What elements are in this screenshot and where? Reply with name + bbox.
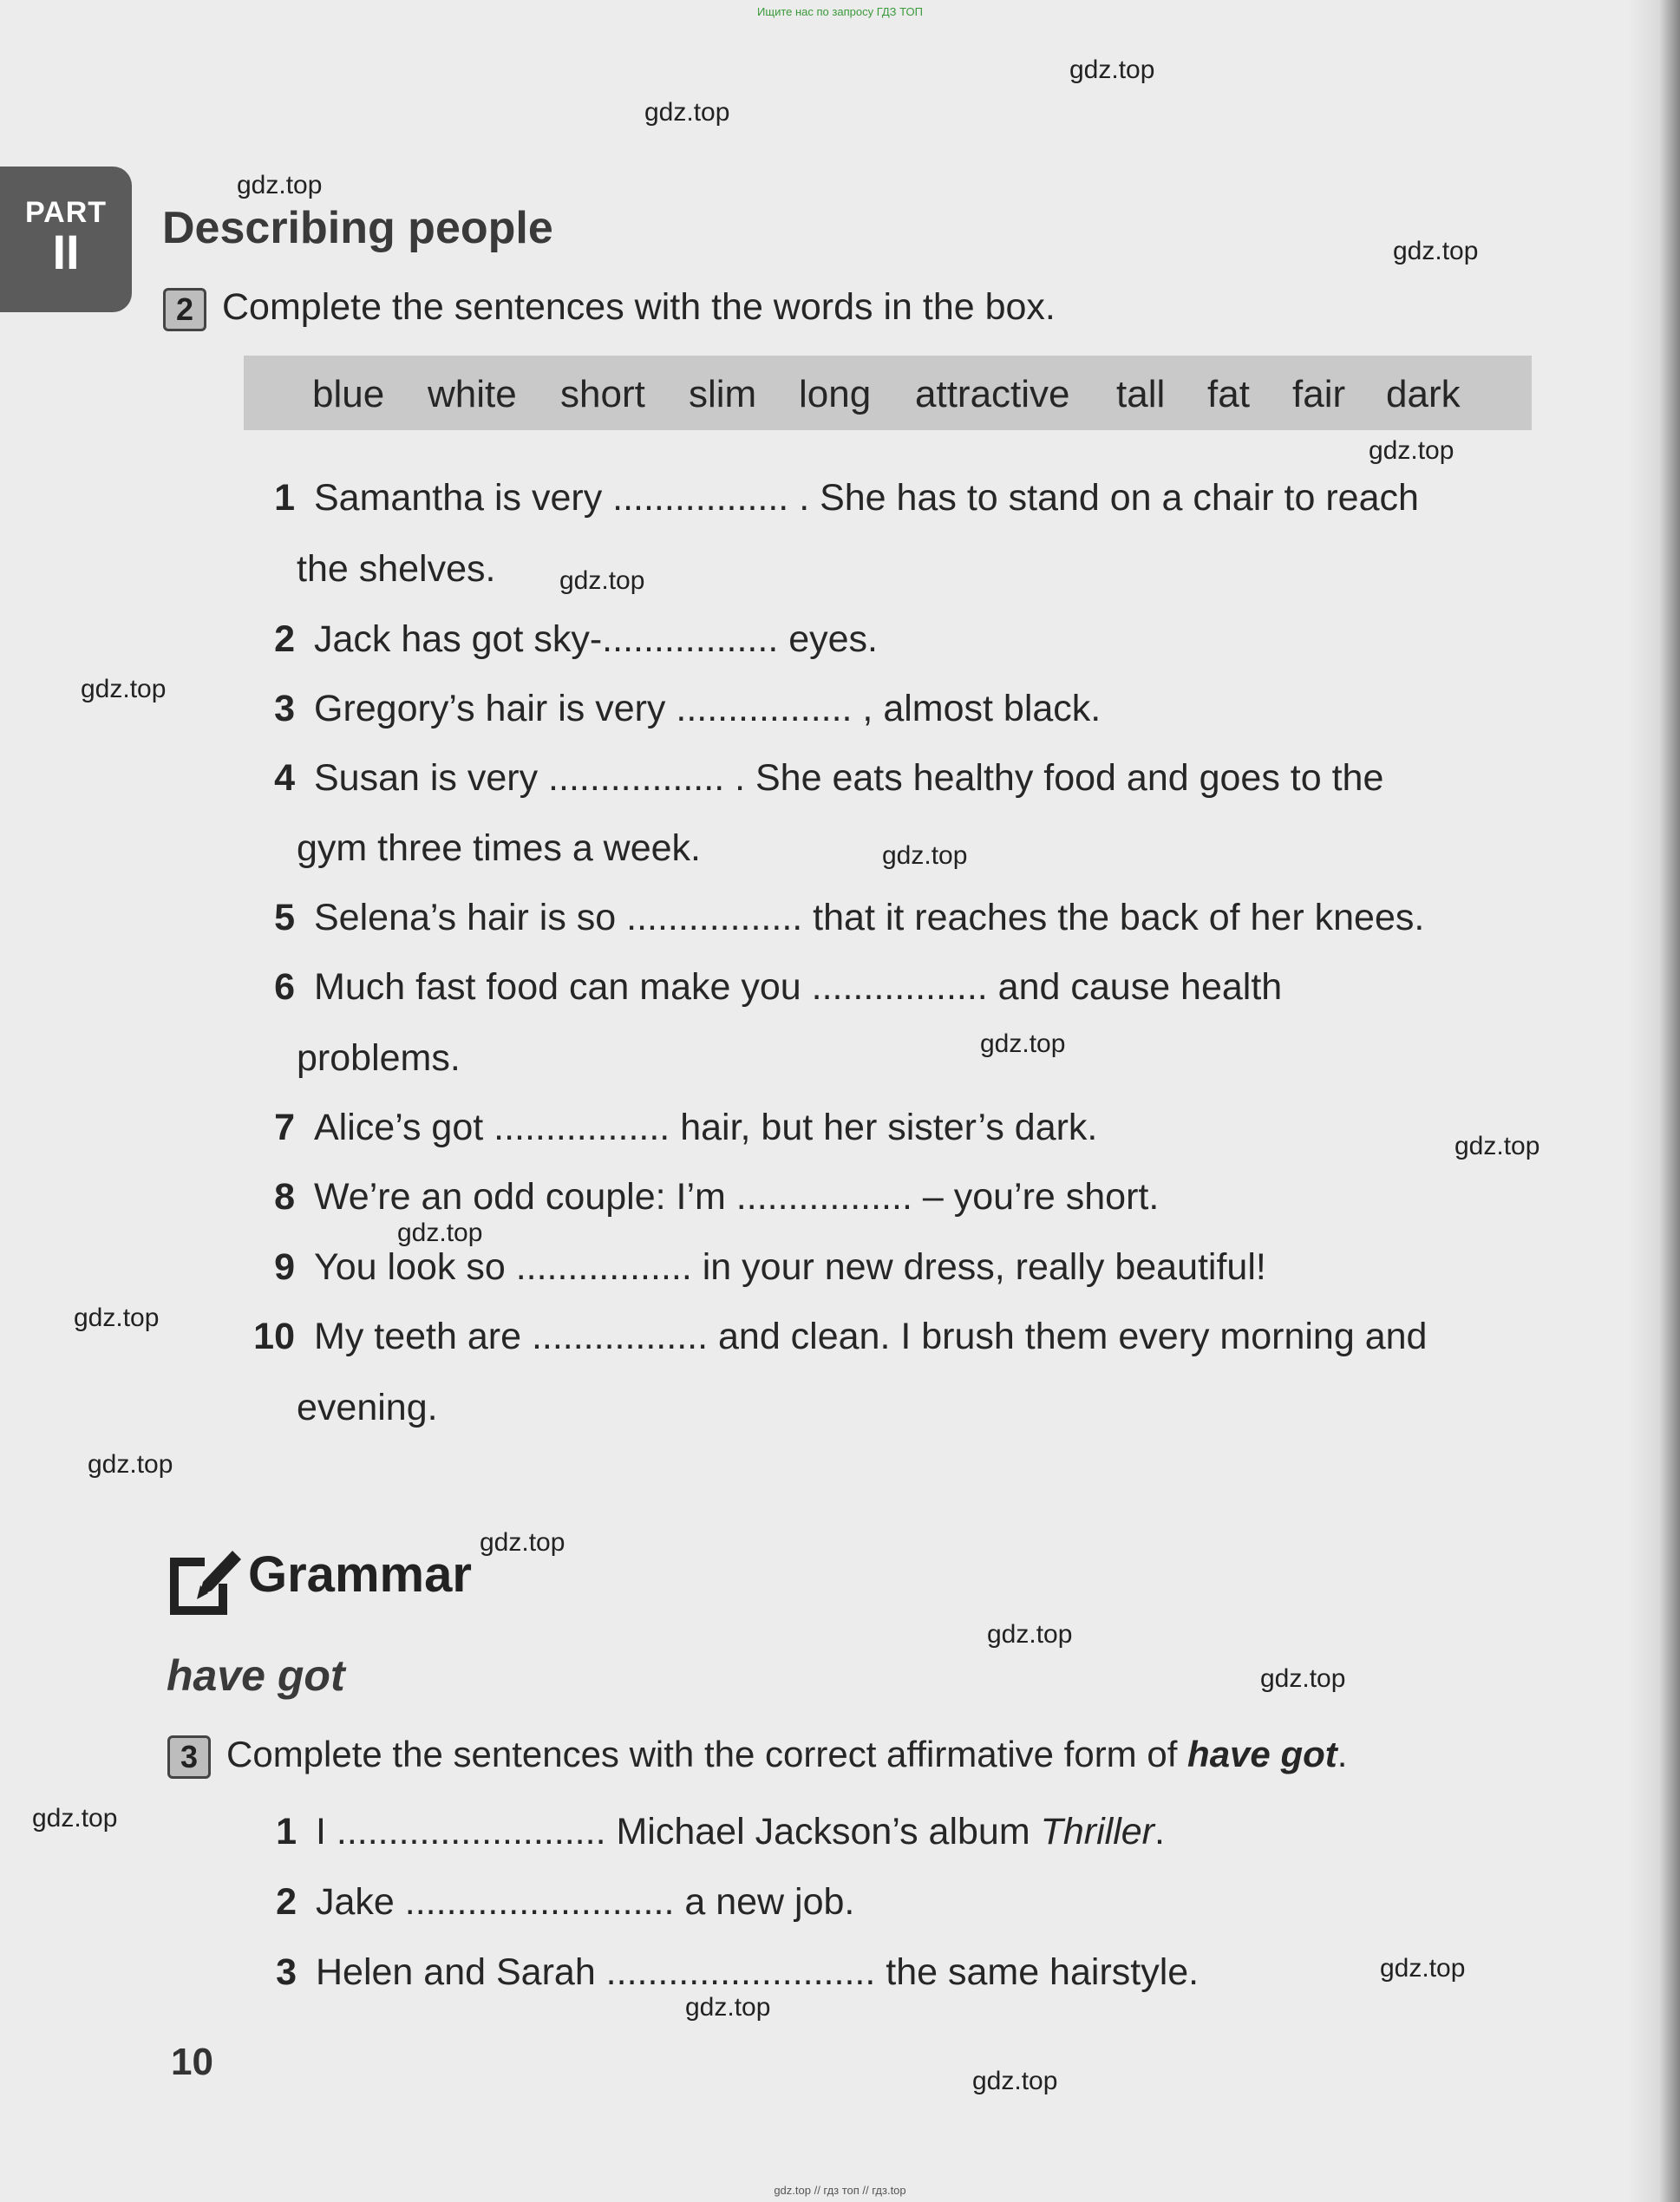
pencil-edit-icon — [165, 1544, 243, 1617]
page-number: 10 — [171, 2041, 213, 2083]
item-text: Jack has got sky-................. eyes. — [314, 618, 878, 660]
word-box-item: long — [799, 373, 872, 415]
word-box-item: tall — [1116, 373, 1166, 415]
word-box-item: dark — [1386, 373, 1461, 415]
watermark: gdz.top — [882, 841, 968, 870]
watermark: gdz.top — [1393, 237, 1479, 265]
watermark: gdz.top — [480, 1528, 565, 1557]
word-box-item: fat — [1207, 373, 1250, 415]
item-number: 3 — [274, 688, 295, 729]
item-text: I .......................... Michael Jackson’s album — [316, 1811, 1041, 1852]
watermark: gdz.top — [1454, 1132, 1540, 1160]
item-continuation: problems. — [297, 1037, 461, 1079]
sentence-item — [243, 477, 1561, 519]
item-number: 1 — [274, 477, 295, 519]
word-box-item: slim — [689, 373, 757, 415]
item-continuation: gym three times a week. — [297, 827, 702, 869]
bottom-note: gdz.top // гдз топ // гдз.top — [774, 2184, 906, 2197]
sentence-item — [243, 618, 1561, 660]
subheading: have got — [167, 1651, 345, 1700]
watermark: gdz.top — [397, 1219, 483, 1247]
instruction-text: Complete the sentences with the words in the box. — [222, 286, 1056, 328]
watermark: gdz.top — [685, 1993, 771, 2022]
sentence-item — [243, 757, 1561, 799]
watermark: gdz.top — [1260, 1664, 1346, 1693]
item-continuation: the shelves. — [297, 548, 496, 590]
watermark: gdz.top — [32, 1804, 118, 1833]
item-number: 4 — [274, 757, 295, 799]
item-end: . — [1154, 1811, 1165, 1852]
exercise-number-badge: 2 — [163, 288, 206, 331]
item-text: Selena’s hair is so ................. that it reaches the back of her knees. — [314, 897, 1425, 938]
item-number: 2 — [276, 1881, 297, 1923]
watermark: gdz.top — [1369, 436, 1454, 465]
watermark: gdz.top — [1380, 1954, 1466, 1983]
item-emphasis: Thriller — [1040, 1811, 1155, 1852]
page-fold-shadow — [1628, 0, 1680, 2202]
item-text: You look so ................. in your new dress, really beautiful! — [314, 1246, 1266, 1288]
top-note: Ищите нас по запросу ГДЗ ТОП — [757, 5, 923, 18]
watermark: gdz.top — [980, 1029, 1066, 1058]
watermark: gdz.top — [88, 1450, 173, 1479]
item-text: Much fast food can make you ................. and cause health — [314, 966, 1283, 1008]
sentence-item — [243, 897, 1561, 938]
watermark: gdz.top — [559, 566, 645, 595]
sentence-item — [243, 1176, 1561, 1218]
item-number: 10 — [253, 1316, 295, 1357]
exercise-2-instruction — [163, 286, 1056, 331]
exercise-3-instruction — [167, 1734, 1347, 1779]
watermark: gdz.top — [74, 1304, 160, 1332]
sentence-item — [243, 1246, 1561, 1288]
sentence-item — [245, 1951, 1563, 1993]
part-numeral: II — [52, 225, 80, 279]
watermark: gdz.top — [972, 2067, 1058, 2095]
part-label: PART — [24, 196, 108, 229]
item-text: We’re an odd couple: I’m ................. – you’re short. — [314, 1176, 1160, 1218]
part-tab — [0, 167, 132, 312]
item-number: 1 — [276, 1811, 297, 1852]
exercise-number-badge: 3 — [167, 1735, 211, 1779]
item-number: 5 — [274, 897, 295, 938]
sentence-item — [243, 688, 1561, 729]
word-box-item: attractive — [915, 373, 1070, 415]
item-text: Alice’s got ................. hair, but her sister’s dark. — [314, 1107, 1098, 1148]
watermark: gdz.top — [1069, 56, 1155, 84]
sentence-item — [243, 966, 1561, 1008]
word-box-item: blue — [312, 373, 385, 415]
word-box-item: short — [560, 373, 645, 415]
item-text: Samantha is very ................. . She has to stand on a chair to reach — [314, 477, 1419, 519]
grammar-title: Grammar — [248, 1546, 472, 1603]
item-text: Gregory’s hair is very ................. , almost black. — [314, 688, 1101, 729]
item-number: 8 — [274, 1176, 295, 1218]
instruction-emphasis: have got — [1187, 1734, 1337, 1774]
watermark: gdz.top — [81, 675, 167, 703]
item-text: My teeth are ................. and clean. I brush them every morning and — [314, 1316, 1428, 1357]
item-continuation: evening. — [297, 1387, 438, 1428]
word-box-item: fair — [1292, 373, 1346, 415]
item-text: Helen and Sarah .......................... the same hairstyle. — [316, 1951, 1200, 1993]
sentence-item — [245, 1881, 1563, 1923]
item-number: 6 — [274, 966, 295, 1008]
sentence-item — [243, 1316, 1561, 1357]
item-text: Susan is very ................. . She eats healthy food and goes to the — [314, 757, 1384, 799]
section-title: Describing people — [162, 203, 553, 253]
watermark: gdz.top — [644, 98, 730, 127]
item-number: 2 — [274, 618, 295, 660]
sentence-item — [243, 1107, 1561, 1148]
item-number: 7 — [274, 1107, 295, 1148]
sentence-item — [245, 1811, 1563, 1852]
item-number: 3 — [276, 1951, 297, 1993]
item-text: Jake .......................... a new job. — [316, 1881, 855, 1923]
word-box-item: white — [428, 373, 517, 415]
instruction-text: Complete the sentences with the correct affirmative form of — [226, 1734, 1188, 1774]
instruction-end: . — [1337, 1734, 1348, 1774]
item-number: 9 — [274, 1246, 295, 1288]
watermark: gdz.top — [987, 1620, 1073, 1649]
watermark: gdz.top — [237, 171, 323, 199]
